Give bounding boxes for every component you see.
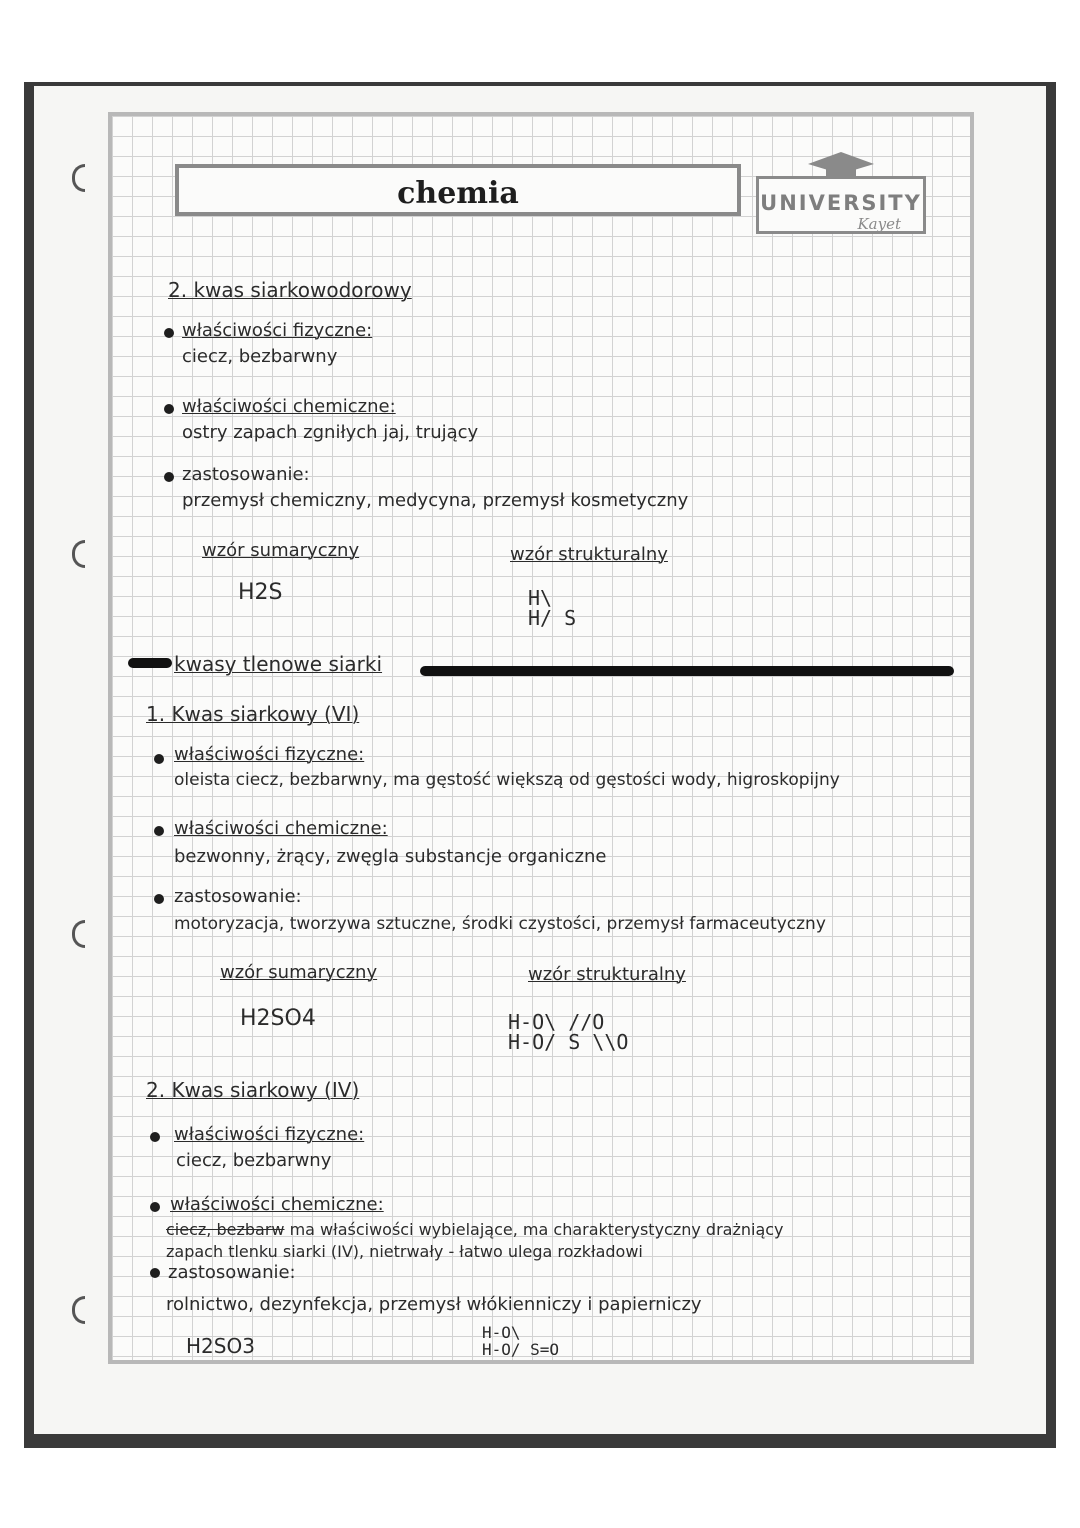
divider-marker-right [420, 666, 954, 676]
bullet [154, 826, 164, 836]
section2-use-label: zastosowanie: [174, 886, 302, 907]
section2-formula [240, 1006, 316, 1031]
section1-formula-text: H2S [238, 580, 283, 605]
divider-marker-left [128, 658, 172, 668]
section3-chem-line1 [166, 1220, 784, 1239]
section1-use-label: zastosowanie: [182, 464, 310, 485]
struct-line: H-O\ //O [508, 1010, 605, 1034]
section1-phys-label: właściwości fizyczne: [182, 320, 373, 341]
struct-line: H-O/ S \\O [508, 1030, 629, 1054]
bullet [154, 894, 164, 904]
bullet [164, 328, 174, 338]
section1-formula [238, 580, 283, 605]
section3-chem-label: właściwości chemiczne: [170, 1194, 384, 1215]
university-logo [756, 176, 926, 234]
section3-structural-formula [482, 1324, 559, 1358]
struct-line: H/ S [528, 606, 577, 630]
section1-formula-label: wzór sumaryczny [202, 540, 360, 561]
struct-line: H-O/ S=O [482, 1340, 560, 1359]
section3-phys-label: właściwości fizyczne: [174, 1124, 365, 1145]
section1-use-text: przemysł chemiczny, medycyna, przemysł kosmetyczny [182, 490, 689, 511]
section3-formula [186, 1334, 255, 1358]
section2-phys-label: właściwości fizyczne: [174, 744, 365, 765]
section3-formula-text: H2SO3 [186, 1334, 255, 1358]
section3-chem-text2: zapach tlenku siarki (IV), nietrwały - łatwo ulega rozkładowi [166, 1242, 643, 1261]
section3-chem-strike: ciecz, bezbarw [166, 1220, 285, 1239]
bullet [150, 1202, 160, 1212]
section2-chem-text: bezwonny, żrący, zwęgla substancje organiczne [174, 846, 607, 867]
section2-use-text: motoryzacja, tworzywa sztuczne, środki czystości, przemysł farmaceutyczny [174, 914, 826, 934]
section3-use-text: rolnictwo, dezynfekcja, przemysł włókienniczy i papierniczy [166, 1294, 702, 1315]
logo-text: UNIVERSITY [760, 191, 922, 215]
section3-heading: 2. Kwas siarkowy (IV) [146, 1078, 360, 1102]
section1-phys-text: ciecz, bezbarwny [182, 346, 338, 367]
section2-heading: 1. Kwas siarkowy (VI) [146, 702, 360, 726]
section1-struct-label: wzór strukturalny [510, 544, 668, 565]
section2-formula-label: wzór sumaryczny [220, 962, 378, 983]
bullet [164, 404, 174, 414]
section1-chem-label: właściwości chemiczne: [182, 396, 396, 417]
divider-label: kwasy tlenowe siarki [174, 652, 383, 676]
top-margin [0, 0, 1080, 82]
section1-heading: 2. kwas siarkowodorowy [168, 278, 412, 302]
section3-chem-text1: ma właściwości wybielające, ma charakterystyczny drażniący [289, 1220, 784, 1239]
section3-use-label: zastosowanie: [168, 1262, 296, 1283]
bullet [164, 472, 174, 482]
title-box [175, 164, 741, 216]
section2-structural-formula [508, 1012, 628, 1052]
bullet [150, 1132, 160, 1142]
section2-chem-label: właściwości chemiczne: [174, 818, 388, 839]
logo-subtext: Kayet [857, 215, 901, 233]
struct-line: H-O\ [482, 1323, 521, 1342]
section1-structural-formula [528, 588, 576, 628]
section2-phys-text: oleista ciecz, bezbarwny, ma gęstość większą od gęstości wody, higroskopijny [174, 770, 840, 790]
section1-chem-text: ostry zapach zgniłych jaj, trujący [182, 422, 479, 443]
bullet [154, 754, 164, 764]
section3-phys-text: ciecz, bezbarwny [176, 1150, 332, 1171]
page-title: chemia [397, 176, 519, 211]
bullet [150, 1268, 160, 1278]
struct-line: H\ [528, 586, 553, 610]
section2-formula-text: H2SO4 [240, 1006, 316, 1031]
section2-struct-label: wzór strukturalny [528, 964, 686, 985]
